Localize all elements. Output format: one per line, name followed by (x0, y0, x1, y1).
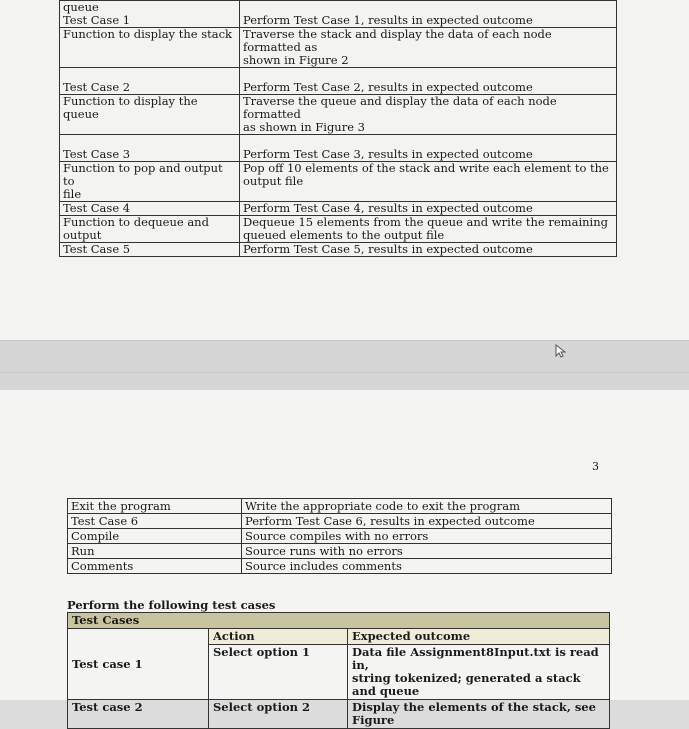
cell-line: Test Case 2 (63, 80, 131, 94)
table-row (60, 243, 617, 257)
cell-line: Function to pop and output to (63, 161, 223, 188)
table-row (60, 1, 617, 28)
table-row (60, 95, 617, 135)
requirement-cell: Comments (68, 559, 242, 574)
requirement-cell (60, 202, 240, 216)
requirements-table-continued (59, 0, 617, 257)
table-row (68, 559, 612, 574)
section-heading: Perform the following test cases (67, 598, 276, 612)
description-cell: Write the appropriate code to exit the program (242, 499, 612, 514)
description-cell: Source runs with no errors (242, 544, 612, 559)
cell-line: Perform Test Case 5, results in expected outcome (243, 242, 533, 256)
table-row (60, 28, 617, 68)
page-number: 3 (592, 460, 599, 473)
description-cell (240, 162, 617, 202)
requirement-cell: Run (68, 544, 242, 559)
description-cell (240, 28, 617, 68)
test-case-expected (348, 645, 610, 700)
table-row (68, 529, 612, 544)
page-divider (0, 372, 689, 373)
description-cell (240, 216, 617, 243)
expected-line: string tokenized; generated a stack and queue (352, 671, 581, 698)
page-gap (0, 340, 689, 390)
column-header-expected: Expected outcome (348, 629, 610, 645)
column-header-action: Action (209, 629, 348, 645)
description-cell (240, 135, 617, 162)
cell-line: Perform Test Case 2, results in expected outcome (243, 80, 533, 94)
table-row (60, 216, 617, 243)
description-cell (240, 243, 617, 257)
table-row (60, 202, 617, 216)
cell-line: Perform Test Case 1, results in expected outcome (243, 13, 533, 27)
cell-line: Function to display the queue (63, 94, 198, 121)
requirement-cell (60, 162, 240, 202)
mouse-cursor-icon (555, 344, 567, 358)
description-cell: Source includes comments (242, 559, 612, 574)
requirement-cell (60, 95, 240, 135)
cell-line: as shown in Figure 3 (243, 120, 365, 134)
description-cell: Source compiles with no errors (242, 529, 612, 544)
requirement-cell (60, 1, 240, 28)
requirement-cell (60, 216, 240, 243)
test-cases-table (67, 612, 610, 729)
test-case-action: Select option 2 (209, 700, 348, 729)
table-header-row (68, 613, 610, 629)
cell-line: Dequeue 15 elements from the queue and write the remaining (243, 215, 608, 229)
expected-line: Display the elements of the stack, see Figure (352, 700, 596, 727)
table-row (60, 162, 617, 202)
description-cell (240, 68, 617, 95)
requirement-cell (60, 243, 240, 257)
cell-line: Test Case 4 (63, 201, 131, 215)
table-row (60, 135, 617, 162)
test-case-label: Test case 2 (68, 700, 209, 729)
expected-line: Data file Assignment8Input.txt is read in, (352, 645, 599, 672)
description-cell: Perform Test Case 6, results in expected outcome (242, 514, 612, 529)
table-header: Test Cases (68, 613, 610, 629)
cell-line: Perform Test Case 3, results in expected outcome (243, 147, 533, 161)
cell-line: Test Case 3 (63, 147, 131, 161)
cell-line: Test Case 5 (63, 242, 131, 256)
requirement-cell (60, 28, 240, 68)
description-cell (240, 202, 617, 216)
description-cell (240, 95, 617, 135)
cell-line: Perform Test Case 4, results in expected outcome (243, 201, 533, 215)
cell-line: Pop off 10 elements of the stack and write each element to the (243, 161, 609, 175)
cell-line: Test Case 1 (63, 13, 131, 27)
cell-line: queued elements to the output file (243, 228, 445, 242)
cell-line: shown in Figure 2 (243, 53, 349, 67)
cell-line: Function to display the stack (63, 27, 232, 41)
cell-line: Traverse the queue and display the data of each node formatted (243, 94, 557, 121)
test-case-action: Select option 1 (209, 645, 348, 700)
cell-line: file (63, 187, 82, 201)
requirement-cell: Compile (68, 529, 242, 544)
test-case-expected (348, 700, 610, 729)
cell-line: Function to dequeue and (63, 215, 209, 229)
table-row (68, 514, 612, 529)
table-row (68, 544, 612, 559)
description-cell (240, 1, 617, 28)
requirement-cell (60, 135, 240, 162)
cell-line: output (63, 228, 102, 242)
requirement-cell: Test Case 6 (68, 514, 242, 529)
test-case-row (68, 700, 610, 729)
requirement-cell: Exit the program (68, 499, 242, 514)
test-case-row (68, 629, 610, 645)
table-row (68, 499, 612, 514)
requirement-cell (60, 68, 240, 95)
cell-line: Traverse the stack and display the data of each node formatted as (243, 27, 552, 54)
page-divider (0, 340, 689, 341)
table-row (60, 68, 617, 95)
test-case-label: Test case 1 (68, 629, 209, 700)
requirements-table (67, 498, 612, 574)
cell-line: output file (243, 174, 304, 188)
cell-line: queue (63, 0, 99, 14)
